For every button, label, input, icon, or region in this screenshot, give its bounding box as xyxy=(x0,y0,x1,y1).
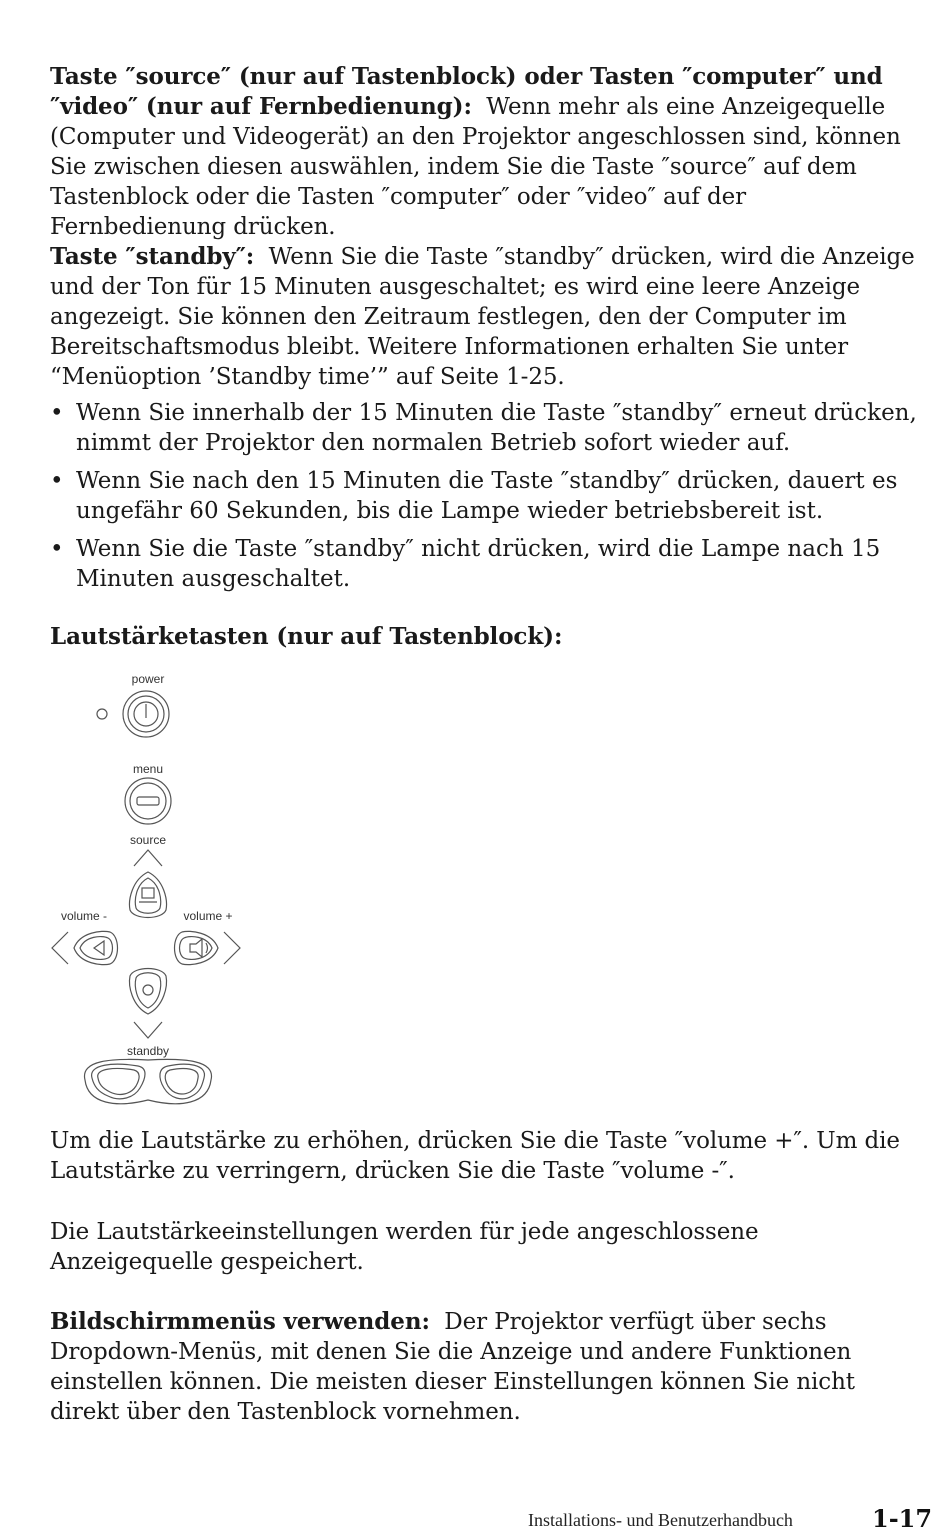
standby-left-button[interactable] xyxy=(92,1064,145,1099)
volume-plus-label: volume + xyxy=(183,909,233,923)
paragraph-onscreen-menus-text: Der Projektor verfügt über sechs Dropdown-Menüs, mit denen Sie die Anzeige und andere Funktionen einstellen können. Die meisten dieser Einstellungen können Sie nicht direkt über den Tastenblock vornehmen. xyxy=(50,1309,855,1425)
bullet-item: • Wenn Sie innerhalb der 15 Minuten die Taste ″standby″ erneut drücken, nimmt der Projektor den normalen Betrieb sofort wieder auf. xyxy=(50,398,922,458)
bullet-item: • Wenn Sie die Taste ″standby″ nicht drücken, wird die Lampe nach 15 Minuten ausgeschaltet. xyxy=(50,534,922,594)
power-button[interactable] xyxy=(123,691,169,737)
speaker-plus-icon xyxy=(190,939,202,957)
menu-button[interactable] xyxy=(125,778,171,824)
menu-label: menu xyxy=(132,762,164,776)
paragraph-source-key-lead: Taste ″source″ (nur auf Tastenblock) oder Tasten ″computer″ und ″video″ (nur auf Fernbedienung): xyxy=(50,63,883,120)
source-button[interactable] xyxy=(130,872,167,918)
paragraph-source-key-text: Wenn mehr als eine Anzeigequelle (Computer und Videogerät) an den Projektor angeschlossen sind, können Sie zwischen diesen auswählen, indem Sie die Taste ″source″ auf dem Tastenblock oder die Tasten ″computer″ oder ″video″ auf der Fernbedienung drücken. xyxy=(50,94,901,240)
volume-minus-button[interactable] xyxy=(74,931,118,964)
power-led-icon xyxy=(97,709,107,719)
paragraph-standby-key-text: Wenn Sie die Taste ″standby″ drücken, wird die Anzeige und der Ton für 15 Minuten ausgeschaltet; es wird eine leere Anzeige angezeigt. Sie können den Zeitraum festlegen, den der Computer im Bereitschaftsmodus bleibt. Weitere Informationen erhalten Sie unter “Menüoption ’Standby time’” auf Seite 1-25. xyxy=(50,244,915,390)
volume-heading-text: Lautstärketasten (nur auf Tastenblock): xyxy=(50,623,563,650)
down-button[interactable] xyxy=(130,969,167,1015)
speaker-minus-icon xyxy=(94,941,104,955)
footer-page-number: 1-17 xyxy=(872,1504,933,1533)
volume-plus-button[interactable] xyxy=(175,931,219,964)
volume-minus-label: volume - xyxy=(60,909,108,923)
footer-document-title: Installations- und Benutzerhandbuch xyxy=(528,1510,793,1530)
up-arrow-icon xyxy=(134,850,162,866)
computer-icon xyxy=(142,888,154,898)
paragraph-standby-key xyxy=(50,242,922,392)
keypad-diagram xyxy=(40,668,260,1108)
paragraph-source-key xyxy=(50,62,922,242)
paragraph-volume-usage: Um die Lautstärke zu erhöhen, drücken Sie die Taste ″volume +″. Um die Lautstärke zu verringern, drücken Sie die Taste ″volume -″. xyxy=(50,1128,900,1184)
bullet-item: • Wenn Sie nach den 15 Minuten die Taste ″standby″ drücken, dauert es ungefähr 60 Sekunden, bis die Lampe wieder betriebsbereit ist. xyxy=(50,466,922,526)
paragraph-volume-saved: Die Lautstärkeeinstellungen werden für jede angeschlossene Anzeigequelle gespeichert. xyxy=(50,1219,759,1275)
paragraph-standby-key-lead: Taste ″standby″: xyxy=(50,243,255,270)
down-arrow-icon xyxy=(134,1022,162,1038)
source-label: source xyxy=(129,833,167,847)
right-arrow-icon xyxy=(224,932,240,964)
paragraph-onscreen-menus xyxy=(50,1307,922,1427)
standby-right-button[interactable] xyxy=(160,1064,205,1099)
standby-bullet-list xyxy=(50,398,922,602)
menu-icon xyxy=(137,797,159,805)
power-label: power xyxy=(131,672,165,686)
volume-heading xyxy=(50,622,922,652)
down-button-icon xyxy=(143,985,153,995)
left-arrow-icon xyxy=(52,932,68,964)
paragraph-onscreen-menus-lead: Bildschirmmenüs verwenden: xyxy=(50,1308,430,1335)
standby-label: standby xyxy=(126,1044,170,1058)
